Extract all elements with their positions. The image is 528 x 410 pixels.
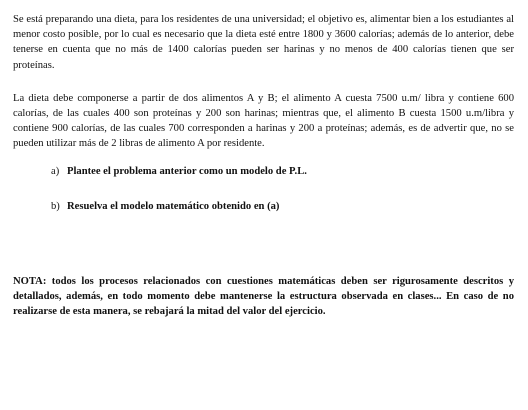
question-item-b xyxy=(51,199,514,214)
problem-paragraph-1: Se está preparando una dieta, para los residentes de una universidad; el objetivo es, alimentar bien a los estudiantes al menor costo posible, por lo cual es necesario que la dieta esté entre 1800 y 3600 calorías; además de lo anterior, debe tenerse en cuenta que no más de 1400 calorías pueden ser harinas y no menos de 400 calorías tienen que ser proteínas. xyxy=(13,14,514,71)
question-marker-a: a) xyxy=(51,165,60,177)
problem-paragraph-2: La dieta debe componerse a partir de dos alimentos A y B; el alimento A cuesta 7500 u.m/ libra y contiene 600 calorías, de las cuales 400 son proteínas y 200 son harinas; mientras que, el alimento B cuesta 1500 u.m/libra y contiene 900 calorías, de las cuales 700 corresponden a harinas y 200 a proteínas; además, es de advertir que, no se pueden utilizar más de 2 libras de alimento A por residente. xyxy=(13,92,514,150)
note-text: todos los procesos relacionados con cuestiones matemáticas deben ser rigurosamente descritos y detallados, además, en todo momento debe mantenerse la estructura observada en clases... En caso de no realizarse de esta manera, se rebajará la mitad del valor del ejercicio. xyxy=(13,275,514,318)
question-marker-b: b) xyxy=(51,200,60,212)
question-text-b: Resuelva el modelo matemático obtenido en (a) xyxy=(67,200,280,212)
document-page xyxy=(13,12,514,319)
note-label: NOTA: xyxy=(13,275,52,287)
note-paragraph xyxy=(13,274,514,320)
question-text-a: Plantee el problema anterior como un modelo de P.L. xyxy=(67,165,307,177)
question-item-a xyxy=(51,164,514,179)
